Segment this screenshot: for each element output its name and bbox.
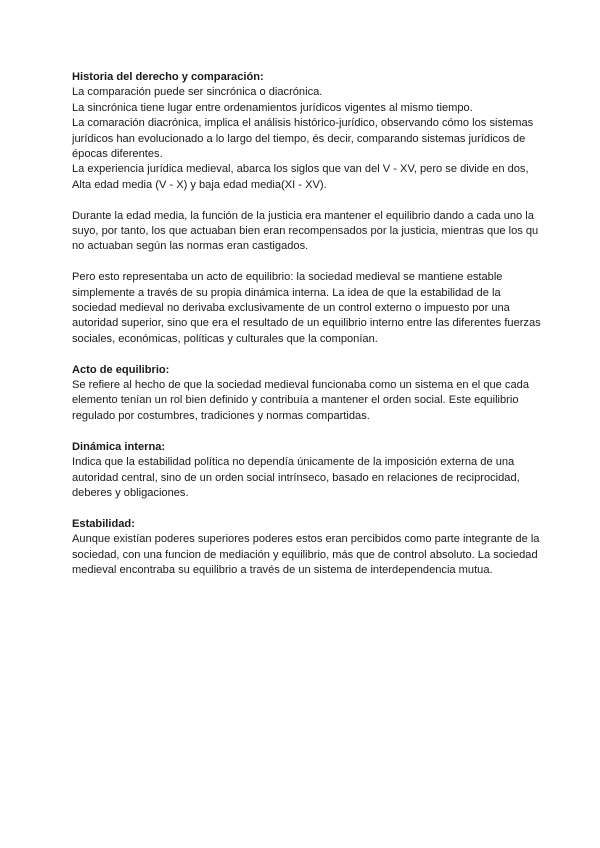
paragraph-equilibrio: Pero esto representaba un acto de equilibrio: la sociedad medieval se mantiene estable simplemente a través de su propia dinámica interna. La idea de que la estabilidad de la sociedad medieval no derivaba exclusivamente de un control externo o impuesto por una autoridad superior, sino que era el resultado de un equilibrio interno entre las diferentes fuerzas sociales, económicas, políticas y culturales que la componían.: [72, 271, 541, 345]
body-line: La experiencia jurídica medieval, abarca los siglos que van del V - XV, pero se divide en dos, Alta edad media (V - X) y baja edad media(XI - XV).: [72, 163, 532, 191]
body-line: La comparación puede ser sincrónica o diacrónica.: [72, 86, 323, 99]
section-heading-dinamica: Dinámica interna:: [72, 440, 166, 453]
section-text-estabilidad: Aunque existían poderes superiores poderes estos eran percibidos como parte integrante de la sociedad, con una funcion de mediación y equilibrio, más que de control absoluto. La sociedad medieval encontraba su equilibrio a través de un sistema de interdependencia mutua.: [72, 533, 540, 576]
paragraph-justicia: Durante la edad media, la función de la justicia era mantener el equilibrio dando a cada uno la suyo, por tanto, los que actuaban bien eran recompensados por la justicia, mientras que los qu no actuaban según las normas eran castigados.: [72, 209, 539, 253]
section-heading-estabilidad: Estabilidad:: [72, 517, 135, 530]
section-text-acto: Se refiere al hecho de que la sociedad medieval funcionaba como un sistema en el que cada elemento tenían un rol bien definido y contribuía a mantener el orden social. Este equilibrio regulado por costumbres, tradiciones y normas compartidas.: [72, 379, 529, 422]
document-page: [72, 70, 542, 578]
section-heading-acto: Acto de equilibrio:: [72, 363, 170, 376]
section-heading-historia: Historia del derecho y comparación:: [72, 71, 264, 83]
section-text-dinamica: Indica que la estabilidad política no dependía únicamente de la imposición externa de una autoridad central, sino de un orden social intrínseco, basado en relaciones de reciprocidad, deberes y obligaciones.: [72, 456, 520, 499]
body-line: La sincrónica tiene lugar entre ordenamientos jurídicos vigentes al mismo tiempo.: [72, 101, 473, 114]
body-line: La comaración diacrónica, implica el análisis histórico-jurídico, observando cómo los sistemas jurídicos han evolucionado a lo largo del tiempo, és decir, comparando sistemas jurídicos de épocas diferentes.: [72, 117, 537, 161]
